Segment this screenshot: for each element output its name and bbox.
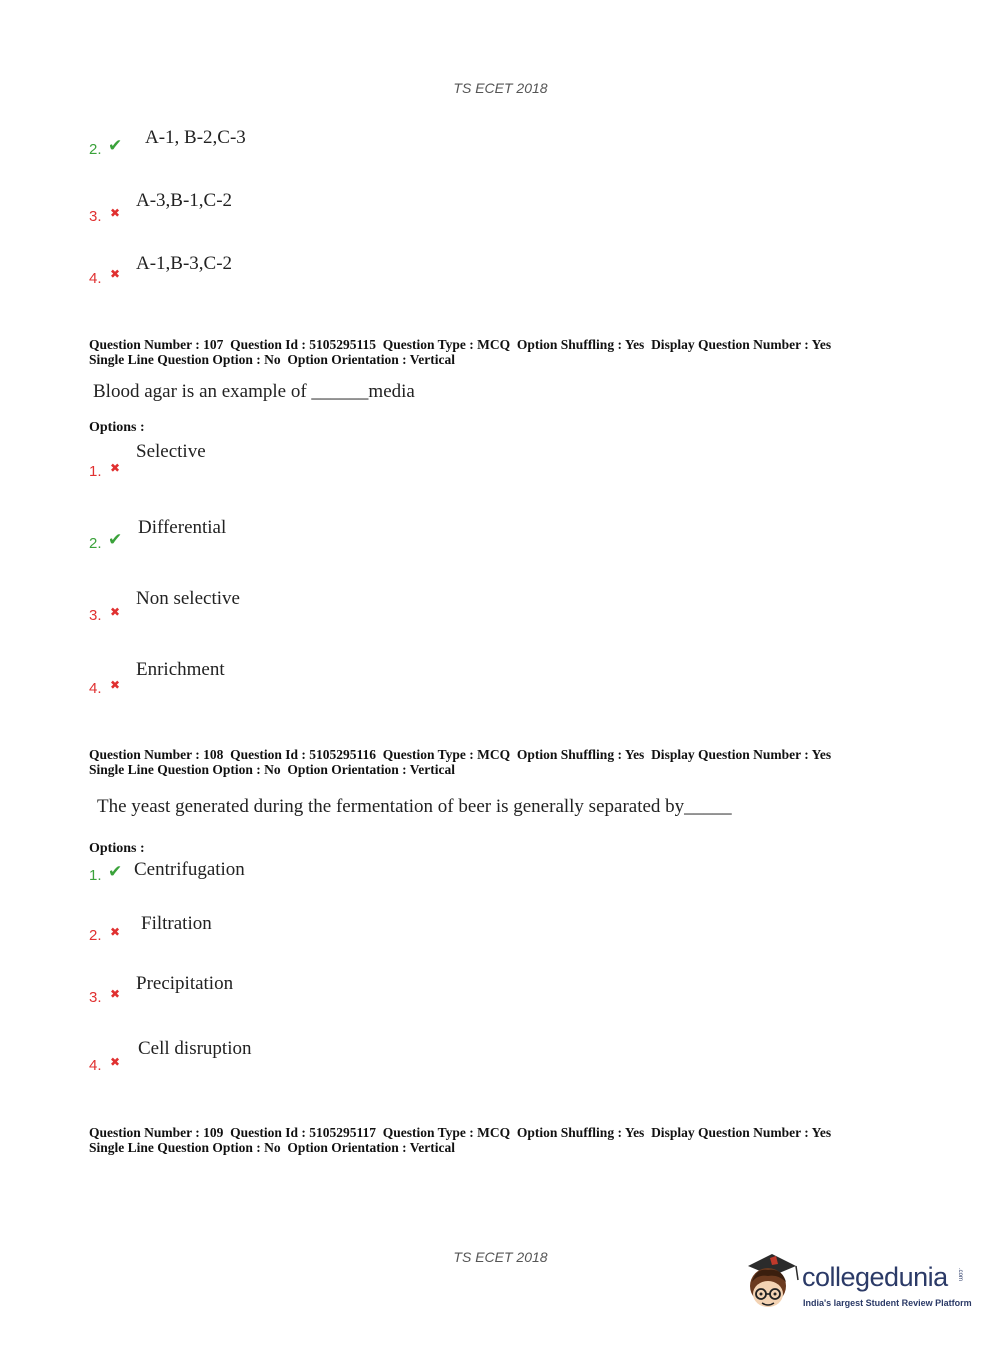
- option-number: 4.: [89, 1057, 102, 1074]
- question-meta-line1: Question Number : 109 Question Id : 5105295117 Question Type : MCQ Option Shuffling : Yes Display Question Number : Yes: [89, 1125, 832, 1140]
- mascot-icon: [742, 1250, 802, 1316]
- option-text: Filtration: [141, 913, 212, 934]
- options-label: Options :: [89, 420, 145, 435]
- option-text: Cell disruption: [138, 1038, 252, 1059]
- option-text: Selective: [136, 441, 206, 462]
- option-number: 1.: [89, 867, 102, 884]
- option-number: 4.: [89, 270, 102, 287]
- option-number: 3.: [89, 607, 102, 624]
- option-number: 3.: [89, 989, 102, 1006]
- option-number: 2.: [89, 141, 102, 158]
- question-text: The yeast generated during the fermentation of beer is generally separated by_____: [97, 796, 732, 817]
- check-mark-icon: ✔: [108, 862, 123, 882]
- page-footer: TS ECET 2018: [453, 1249, 548, 1265]
- option-text: A-1,B-3,C-2: [136, 253, 233, 274]
- option-number: 3.: [89, 208, 102, 225]
- question-meta-line1: Question Number : 107 Question Id : 5105295115 Question Type : MCQ Option Shuffling : Yes Display Question Number : Yes: [89, 337, 832, 352]
- logo-domain: .com: [957, 1268, 963, 1282]
- logo-wordmark: collegedunia: [802, 1262, 948, 1292]
- question-meta-line2: Single Line Question Option : No Option Orientation : Vertical: [89, 1140, 456, 1155]
- option-text: Precipitation: [136, 973, 234, 994]
- question-meta-line2: Single Line Question Option : No Option Orientation : Vertical: [89, 352, 456, 367]
- option-number: 4.: [89, 680, 102, 697]
- option-text: Differential: [138, 517, 227, 538]
- check-mark-icon: ✔: [108, 530, 123, 550]
- cross-mark-icon: ✖: [110, 1055, 121, 1069]
- question-meta-line1: Question Number : 108 Question Id : 5105295116 Question Type : MCQ Option Shuffling : Yes Display Question Number : Yes: [89, 747, 832, 762]
- option-text: A-1, B-2,C-3: [145, 127, 246, 148]
- cross-mark-icon: ✖: [110, 461, 121, 475]
- collegedunia-logo: [742, 1250, 972, 1320]
- question-meta-line2: Single Line Question Option : No Option Orientation : Vertical: [89, 762, 456, 777]
- option-text: Non selective: [136, 588, 240, 609]
- option-number: 2.: [89, 927, 102, 944]
- option-number: 2.: [89, 535, 102, 552]
- options-label: Options :: [89, 841, 145, 856]
- cross-mark-icon: ✖: [110, 605, 121, 619]
- cross-mark-icon: ✖: [110, 678, 121, 692]
- cross-mark-icon: ✖: [110, 267, 121, 281]
- option-text: Enrichment: [136, 659, 225, 680]
- question-text: Blood agar is an example of ______media: [93, 381, 415, 402]
- check-mark-icon: ✔: [108, 136, 123, 156]
- option-number: 1.: [89, 463, 102, 480]
- option-text: A-3,B-1,C-2: [136, 190, 233, 211]
- page-header: TS ECET 2018: [453, 80, 548, 96]
- logo-tagline: India's largest Student Review Platform: [803, 1298, 972, 1308]
- cross-mark-icon: ✖: [110, 925, 121, 939]
- cross-mark-icon: ✖: [110, 206, 121, 220]
- option-text: Centrifugation: [134, 859, 245, 880]
- cross-mark-icon: ✖: [110, 987, 121, 1001]
